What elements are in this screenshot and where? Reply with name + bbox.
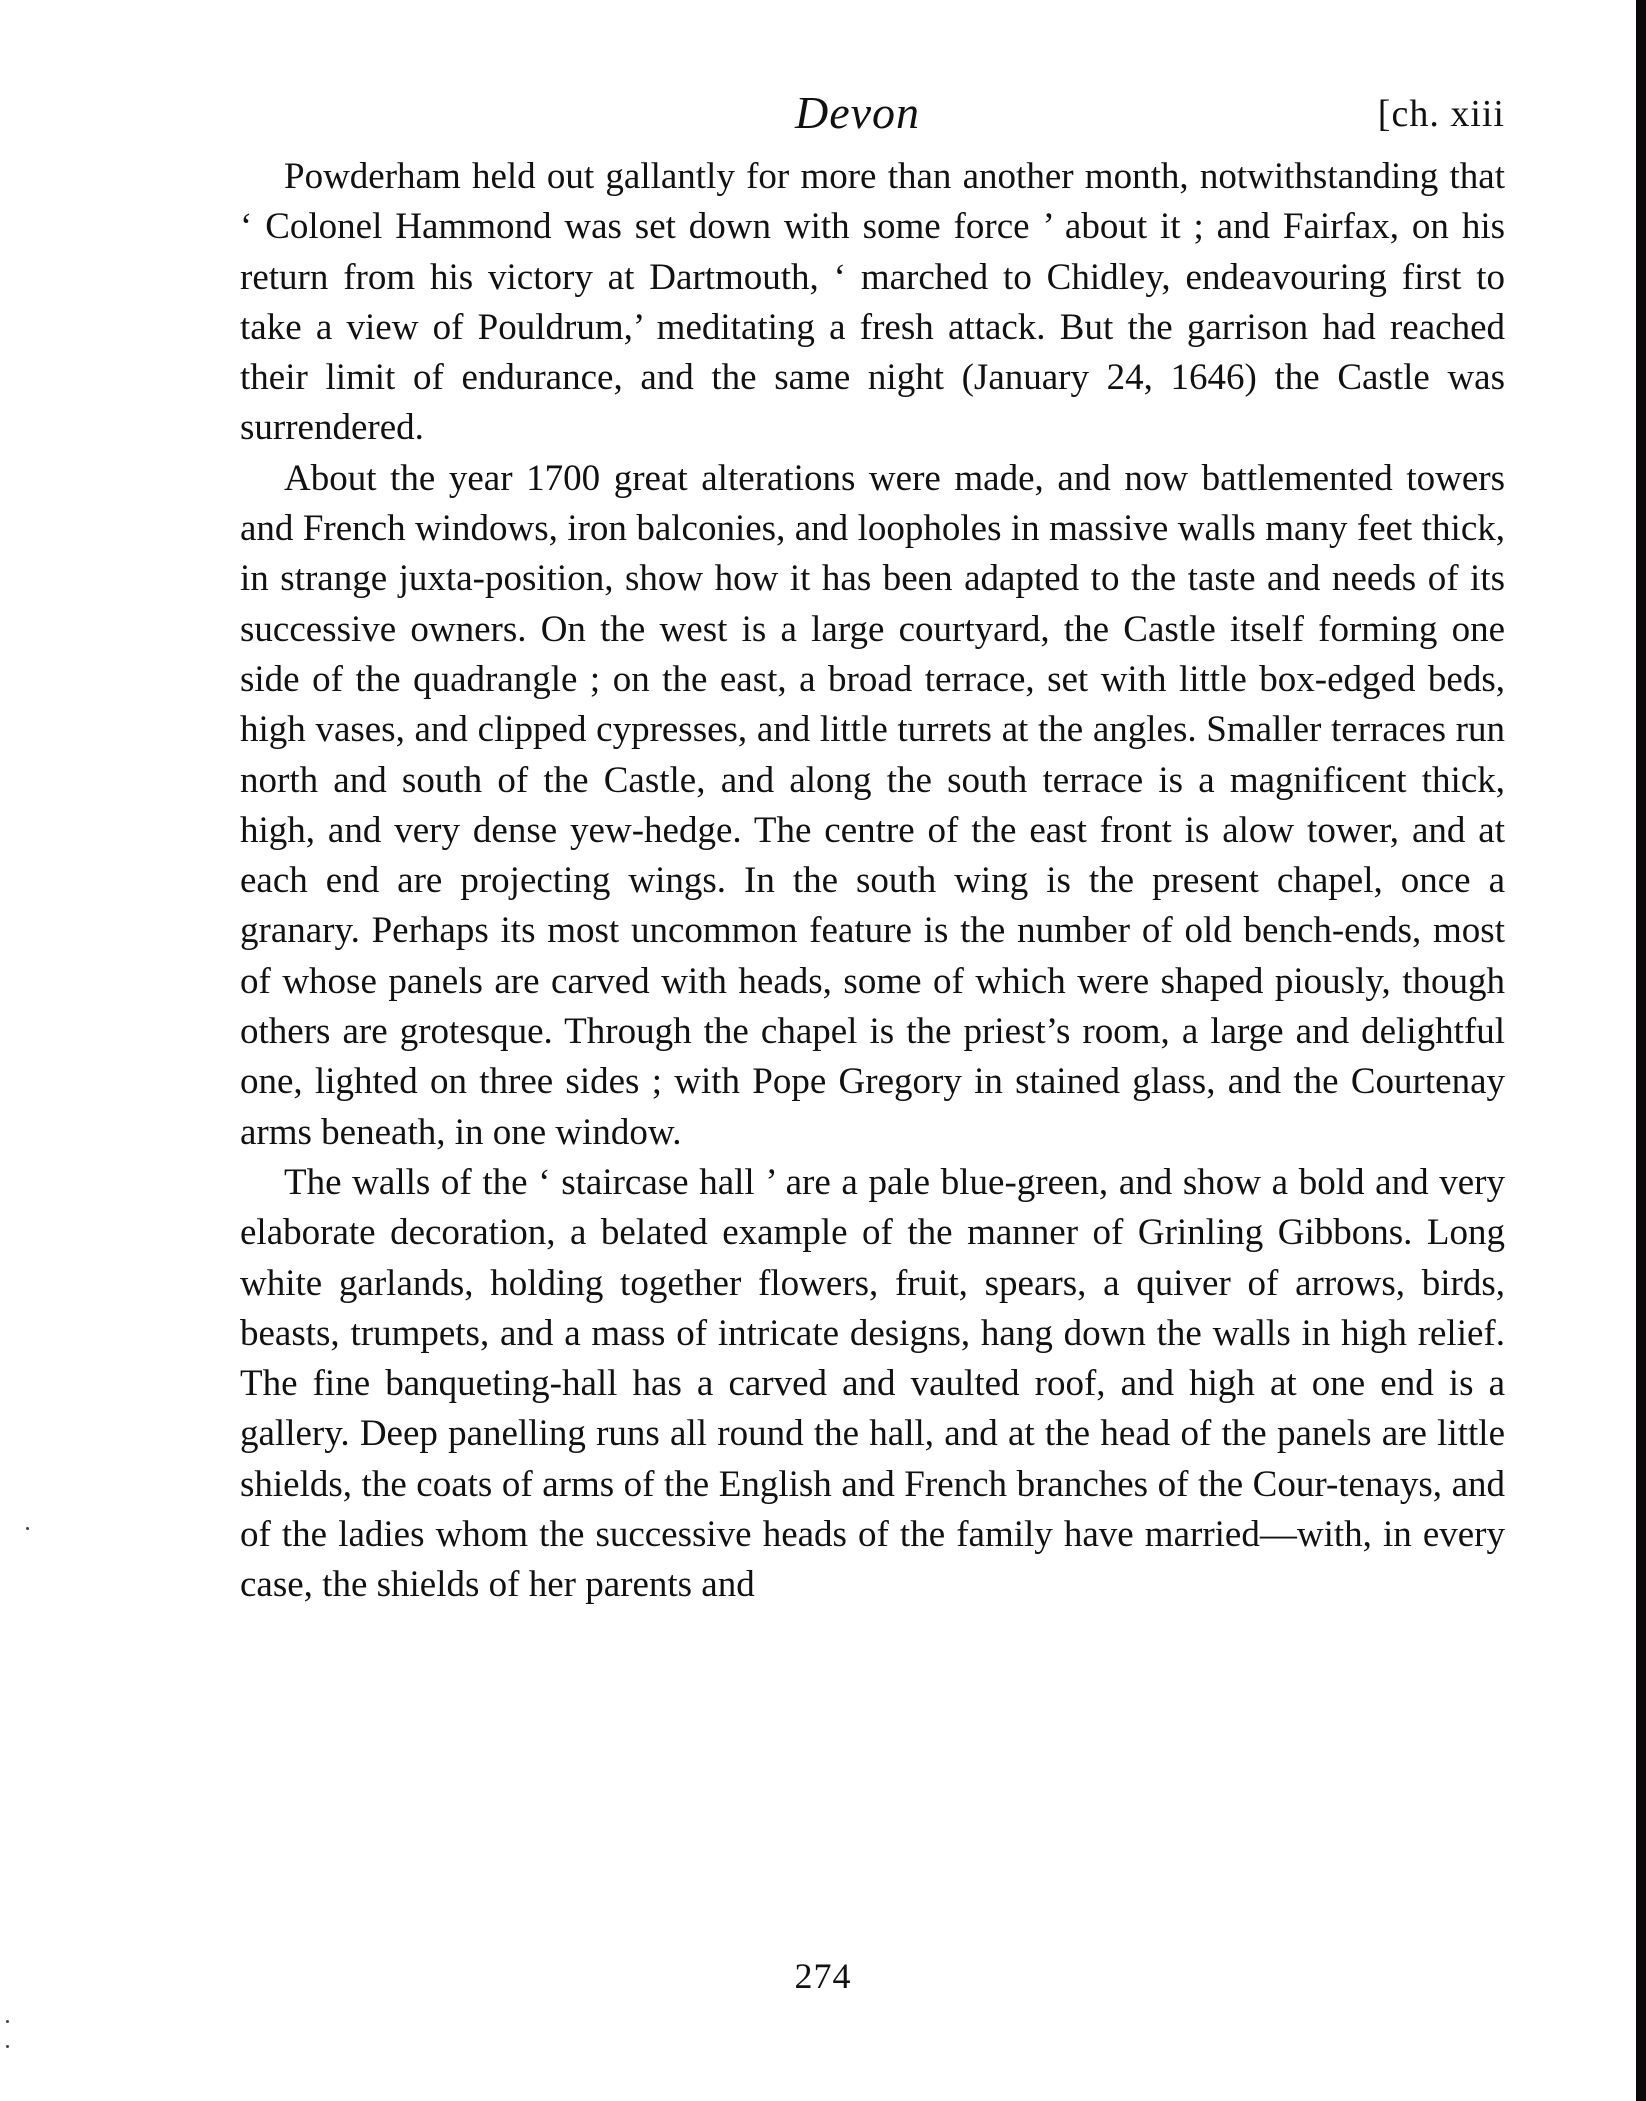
chapter-reference: [ch. xiii	[1377, 93, 1505, 135]
scan-speck	[6, 2020, 9, 2023]
running-header	[240, 86, 1505, 146]
paragraph-alterations: About the year 1700 great alterations were made, and now battlemented towers and French windows, iron balconies, and loopholes in massive walls many feet thick, in strange juxta-position, show how it has been adapted to the taste and needs of its successive owners. On the west is a large courtyard, the Castle itself forming one side of the quadrangle ; on the east, a broad terrace, set with little box-edged beds, high vases, and clipped cypresses, and little turrets at the angles. Smaller terraces run north and south of the Castle, and along the south terrace is a magnificent thick, high, and very dense yew-hedge. The centre of the east front is alow tower, and at each end are projecting wings. In the south wing is the present chapel, once a granary. Perhaps its most uncommon feature is the number of old bench-ends, most of whose panels are carved with heads, some of which were shaped piously, though others are grotesque. Through the chapel is the priest’s room, a large and delightful one, lighted on three sides ; with Pope Gregory in stained glass, and the Courtenay arms beneath, in one window.	[240, 457, 1505, 1153]
scan-speck	[26, 1527, 29, 1530]
paragraph-siege: Powderham held out gallantly for more than another month, notwithstanding that ‘ Colonel Hammond was set down with some force ’ about it ; and Fairfax, on his return from his victory at Dartmouth, ‘ marched to Chidley, endeavouring first to take a view of Pouldrum,’ meditating a fresh attack. But the garrison had reached their limit of endurance, and the same night (January 24, 1646) the Castle was surrendered.	[240, 156, 1505, 449]
body-text	[240, 152, 1505, 1611]
page-number: 274	[794, 1956, 852, 1996]
paragraph-staircase-hall: The walls of the ‘ staircase hall ’ are a pale blue-green, and show a bold and very elaborate decoration, a belated example of the manner of Grinling Gibbons. Long white garlands, holding together flowers, fruit, spears, a quiver of arrows, birds, beasts, trumpets, and a mass of intricate designs, hang down the walls in high relief. The fine banqueting-hall has a carved and vaulted roof, and high at one end is a gallery. Deep panelling runs all round the hall, and at the head of the panels are little shields, the coats of arms of the English and French branches of the Cour-tenays, and of the ladies whom the successive heads of the family have married—with, in every case, the shields of her parents and	[240, 1161, 1505, 1606]
scan-speck	[6, 2045, 9, 2048]
page-edge-shadow	[1636, 0, 1646, 2101]
running-title: Devon	[795, 87, 921, 138]
